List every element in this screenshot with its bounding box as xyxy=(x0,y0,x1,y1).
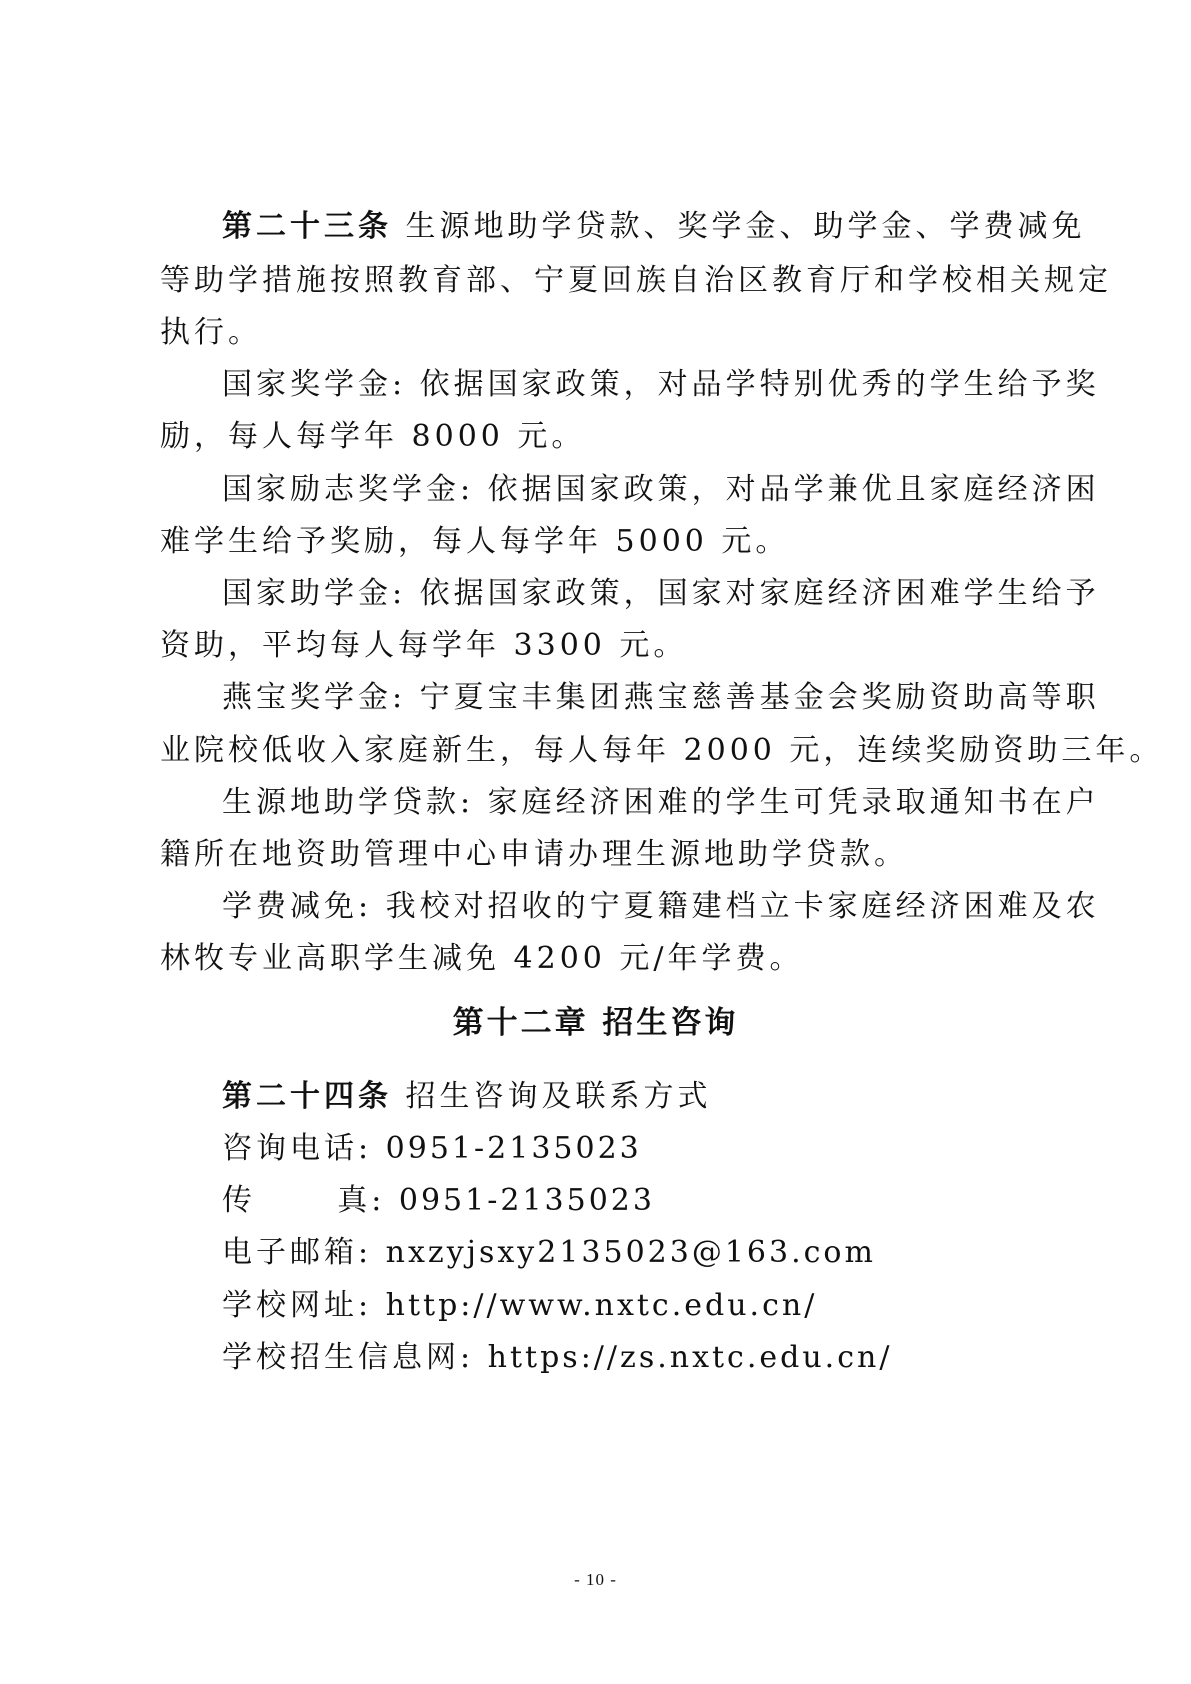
contact-website-label: 学校网址: xyxy=(222,1288,373,1323)
contact-website-value: http://www.nxtc.edu.cn/ xyxy=(385,1288,818,1323)
article-23-line-2: 等助学措施按照教育部、宁夏回族自治区教育厅和学校相关规定 xyxy=(160,263,1112,298)
student-loan-line-1: 生源地助学贷款: 家庭经济困难的学生可凭录取通知书在户 xyxy=(222,785,1100,820)
article-24-text: 招生咨询及联系方式 xyxy=(405,1079,712,1114)
tuition-waiver-line-2: 林牧专业高职学生减免 4200 元/年学费。 xyxy=(160,941,804,976)
scholarship-national-line-2: 励，每人每学年 8000 元。 xyxy=(160,419,586,454)
article-24-heading: 第二十四条 xyxy=(222,1079,392,1114)
contact-email-value: nxzyjsxy2135023@163.com xyxy=(385,1235,876,1270)
contact-admissions-value: https://zs.nxtc.edu.cn/ xyxy=(487,1340,893,1375)
chapter-12-title: 第十二章 招生咨询 xyxy=(452,1005,739,1041)
grant-national-line-1: 国家助学金: 依据国家政策，国家对家庭经济困难学生给予 xyxy=(222,576,1100,611)
grant-national-line-2: 资助，平均每人每学年 3300 元。 xyxy=(160,628,688,663)
contact-admissions-label: 学校招生信息网: xyxy=(222,1340,475,1375)
contact-phone-value: 0951-2135023 xyxy=(385,1131,642,1166)
scholarship-inspirational-line-2: 难学生给予奖励，每人每学年 5000 元。 xyxy=(160,524,790,559)
article-23-line-3: 执行。 xyxy=(160,315,262,350)
tuition-waiver-line-1: 学费减免: 我校对招收的宁夏籍建档立卡家庭经济困难及农 xyxy=(222,889,1100,924)
contact-fax-row xyxy=(222,1181,1102,1221)
page-number: - 10 - xyxy=(574,1570,617,1589)
contact-admissions-row xyxy=(222,1338,1102,1378)
contact-fax-label: 传 真: xyxy=(222,1183,386,1218)
contact-phone-label: 咨询电话: xyxy=(222,1131,373,1166)
scholarship-yanbao-line-2: 业院校低收入家庭新生，每人每年 2000 元，连续奖励资助三年。 xyxy=(160,733,1164,768)
contact-website-row xyxy=(222,1286,1102,1326)
contact-email-row xyxy=(222,1233,1102,1273)
article-24-line xyxy=(222,1077,1102,1117)
student-loan-line-2: 籍所在地资助管理中心申请办理生源地助学贷款。 xyxy=(160,837,908,872)
article-23-line-1 xyxy=(222,207,1102,247)
scholarship-national-line-1: 国家奖学金: 依据国家政策，对品学特别优秀的学生给予奖 xyxy=(222,367,1100,402)
contact-fax-value: 0951-2135023 xyxy=(398,1183,655,1218)
contact-email-label: 电子邮箱: xyxy=(222,1235,373,1270)
article-23-heading: 第二十三条 xyxy=(222,209,392,244)
scholarship-inspirational-line-1: 国家励志奖学金: 依据国家政策，对品学兼优且家庭经济困 xyxy=(222,472,1100,507)
contact-phone-row xyxy=(222,1129,1102,1169)
article-23-text-1: 生源地助学贷款、奖学金、助学金、学费减免 xyxy=(405,209,1086,244)
scholarship-yanbao-line-1: 燕宝奖学金: 宁夏宝丰集团燕宝慈善基金会奖励资助高等职 xyxy=(222,680,1100,715)
